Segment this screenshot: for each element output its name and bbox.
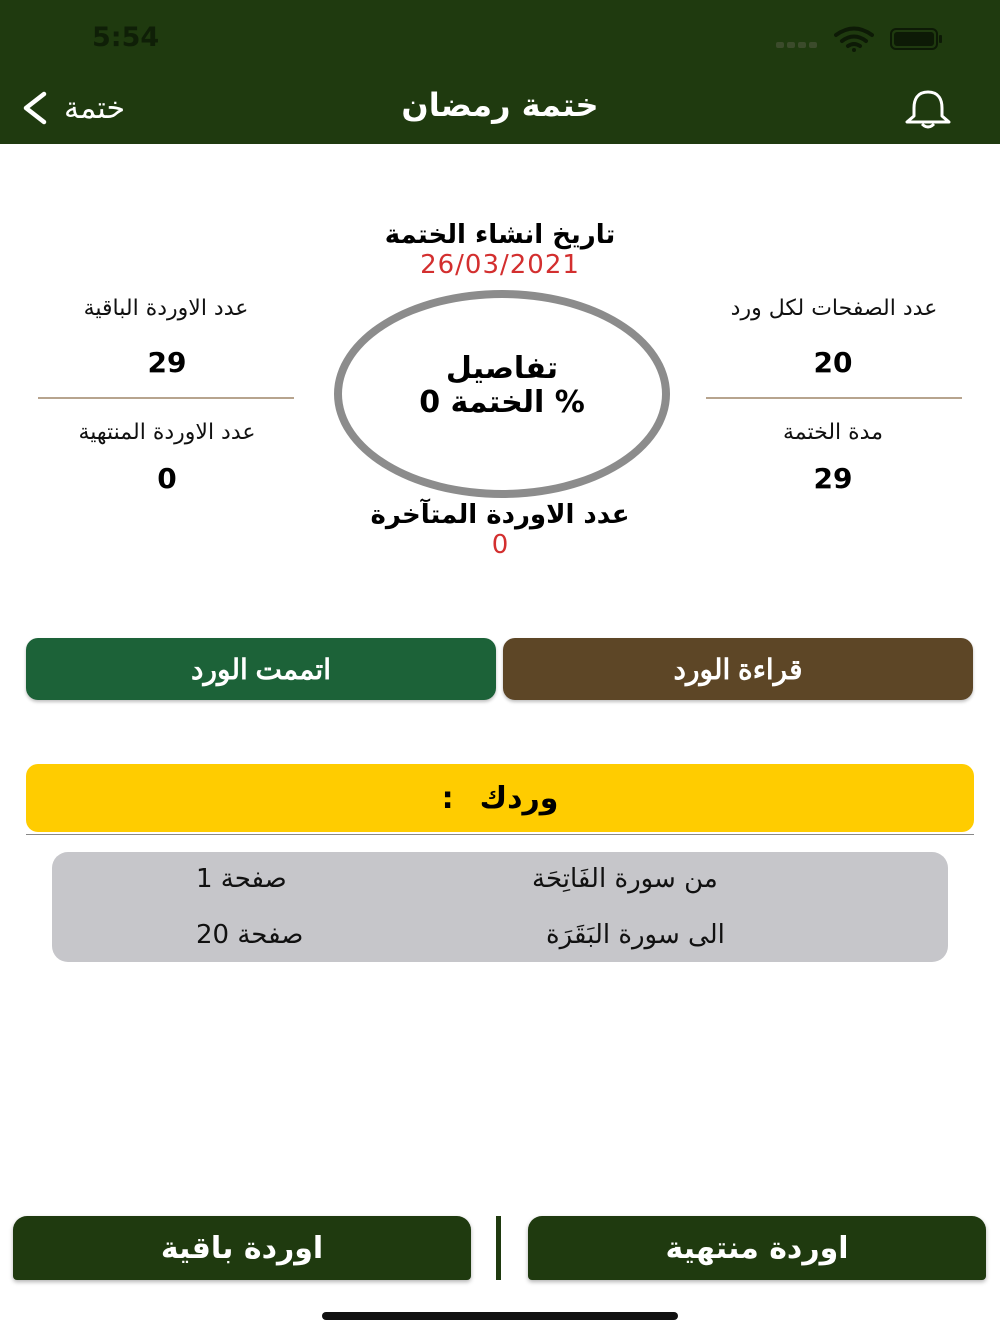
late-wirds-value: 0 [491, 530, 509, 560]
chevron-left-icon [18, 91, 50, 125]
pages-per-wird-label: عدد الصفحات لكل ورد [730, 296, 938, 321]
remaining-wirds-value: 29 [147, 346, 187, 379]
stats-divider-right [706, 397, 962, 399]
finished-wirds-label: عدد الاوردة المنتهية [78, 420, 256, 445]
creation-date-value: 26/03/2021 [420, 250, 580, 280]
pages-per-wird-value: 20 [813, 346, 853, 379]
back-label: ختمة [64, 90, 126, 126]
read-wird-button[interactable]: قراءة الورد [503, 638, 973, 700]
wird-colon: : [441, 780, 454, 816]
creation-date-label: تاريخ انشاء الختمة [384, 220, 616, 250]
wird-label: وردك [479, 780, 559, 816]
remaining-wirds-button[interactable]: اوردة باقية [13, 1216, 471, 1280]
bell-icon[interactable] [902, 88, 954, 130]
circle-subtitle: الختمة 0 % [419, 385, 585, 420]
complete-wird-button[interactable]: اتممت الورد [26, 638, 496, 700]
wird-banner [26, 764, 974, 832]
progress-circle-text [334, 352, 670, 420]
from-page: صفحة 1 [196, 864, 287, 894]
battery-icon [890, 28, 944, 50]
to-page: صفحة 20 [196, 920, 304, 950]
circle-title: تفاصيل [445, 351, 559, 386]
banner-underline [26, 834, 974, 835]
finished-wirds-value: 0 [157, 462, 177, 495]
bottom-separator [496, 1216, 501, 1280]
to-surah: الى سورة البَقَرَة [546, 920, 725, 950]
back-button[interactable] [18, 84, 125, 132]
cellular-signal-icon [776, 42, 820, 48]
late-wirds-label: عدد الاوردة المتآخرة [370, 500, 630, 530]
navigation-bar [0, 0, 1000, 144]
remaining-wirds-label: عدد الاوردة الباقية [83, 296, 249, 321]
wifi-icon [834, 26, 874, 52]
finished-wirds-button[interactable]: اوردة منتهية [528, 1216, 986, 1280]
stats-divider-left [38, 397, 294, 399]
khatma-duration-value: 29 [813, 462, 853, 495]
status-time: 5:54 [92, 22, 160, 53]
from-surah: من سورة الفَاتِحَة [532, 864, 718, 894]
home-indicator[interactable] [322, 1312, 678, 1320]
wird-range-card [52, 852, 948, 962]
khatma-duration-label: مدة الختمة [782, 420, 884, 445]
page-title: ختمة رمضان [401, 86, 599, 124]
